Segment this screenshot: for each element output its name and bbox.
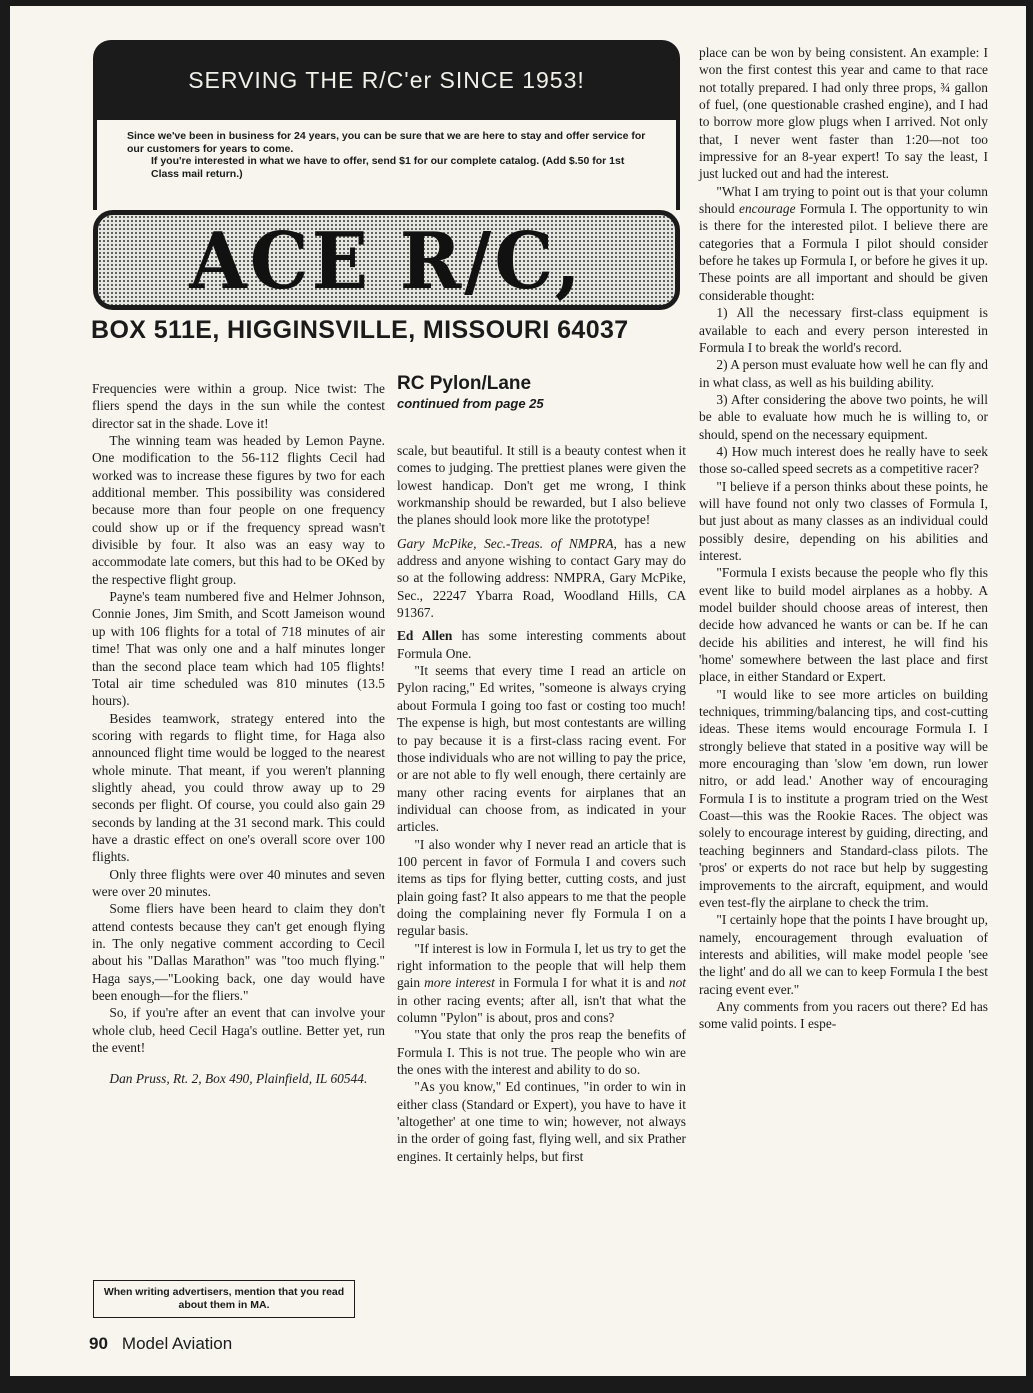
column-2 — [397, 442, 686, 1165]
list-item: 3) After considering the above two points, he will be able to evaluate how much he is willing to, or should, spend on the necessary equipment. — [699, 391, 988, 442]
ad-body-text — [93, 116, 680, 210]
text-run: "If interest is low in Formula I, let us try to get the right information to the people that will help them gain — [397, 940, 686, 991]
emphasis: more interest — [424, 975, 495, 991]
logo-text: ACE R/C, — [189, 216, 584, 307]
ad-text-line2: If you're interested in what we have to offer, send $1 for our complete catalog. (Add $.50 for 1st Class mail return.) — [151, 155, 625, 180]
paragraph: Payne's team numbered five and Helmer Johnson, Connie Jones, Jim Smith, and Scott Jameison wound up with 106 flights for a total of 718 minutes of air time! That was only one and a half minutes longer than the second place team which had 105 flights! Total air time scheduled was 810 minutes (13.5 hours). — [92, 589, 385, 709]
ace-rc-logo — [93, 210, 680, 310]
text-run: "What I am trying to point out is that your column should — [699, 183, 988, 217]
text-run: Formula I. The opportunity to win is there for the interested pilot. I believe there are categories that a Formula I pilot should consider before he takes up Formula I, or before he gives it up. These points are all important and should be given considerable thought: — [699, 201, 988, 303]
column-3 — [699, 44, 988, 1033]
paragraph: "I believe if a person thinks about these points, he will have found not only two classes of Formula I, but just about as many classes as an individual could possibly desire, depending on his abilities and interest. — [699, 478, 988, 563]
list-item: 1) All the necessary first-class equipment is available to each and every person interested in Formula I to break the world's record. — [699, 305, 988, 355]
emphasis: not — [668, 975, 687, 991]
column-1 — [92, 380, 385, 1088]
list-item: 4) How much interest does he really have to seek those so-called speed secrets as a competitive racer? — [699, 443, 988, 477]
emphasis: encourage — [739, 201, 796, 217]
ad-text-line1: Since we've been in business for 24 years, you can be sure that we are here to stay and offer service for our customers for years to come. — [127, 130, 646, 155]
article-heading: RC Pylon/Lane — [397, 373, 532, 394]
article-subheading: continued from page 25 — [397, 396, 544, 411]
paragraph: "I also wonder why I never read an article that is 100 percent in favor of Formula I and covers such items as tips for flying better, cutting costs, and just plain going fast? It also appears to me that the people doing the complaining never fly Formula I on a regular basis. — [397, 836, 686, 939]
author-signature: Dan Pruss, Rt. 2, Box 490, Plainfield, IL 60544. — [109, 1071, 368, 1087]
name-emphasis: Gary McPike, Sec.-Treas. of NMPRA, — [397, 535, 617, 551]
text-run: has some interesting comments about Formula One. — [397, 628, 686, 661]
page-footer — [89, 1334, 232, 1354]
magazine-name: Model Aviation — [121, 1334, 233, 1353]
paragraph: "I certainly hope that the points I have brought up, namely, encouragement through evaluation of interests and abilities, will make model people 'see the light' and do all we can to keep Formula I the best racing event ever." — [699, 912, 988, 997]
advertiser-note: When writing advertisers, mention that you read about them in MA. — [93, 1280, 355, 1318]
paragraph: "As you know," Ed continues, "in order to win in either class (Standard or Expert), you have to have it 'altogether' at one time to win; however, not always in the order of going fast, flying well, and six Prather engines. It certainly helps, but first — [397, 1079, 686, 1164]
paragraph: "I would like to see more articles on building techniques, trimming/balancing tips, and cost-cutting ideas. These items would encourage Formula I. I strongly believe that stated in a positive way will be more encouraging than 'slow 'em down, run lower nitro, or add lead.' Another way of encouraging Formula I is to institute a program tried on the West Coast—this was the Rookie Races. The object was solely to encourage interest by guiding, directing, and teaching beginners and Standard-class pilots. The 'pros' or experts do not race but help by suggesting improvements to the aircraft, equipment, and would even test-fly the airplane to check the trim. — [699, 686, 988, 910]
ad-banner: SERVING THE R/C'er SINCE 1953! — [93, 40, 680, 120]
page-number: 90 — [89, 1334, 108, 1353]
text-run: has a new address and anyone wishing to contact Gary may do so at the following address: NMPRA, Gary McPike, Sec., 22247 Ybarra Road, Woodland Hills, CA 91367. — [397, 535, 686, 621]
list-item: 2) A person must evaluate how well he can fly and in what class, as well as his building ability. — [699, 357, 988, 390]
paragraph: "It seems that every time I read an article on Pylon racing," Ed writes, "someone is always crying about Formula I going too fast or costing too much! The expense is high, but most contestants are willing to pay because it is a first-class racing event. For those individuals who are not willing to pay the price, or are not able to fly well enough, there certainly are many other racing events for airplanes that an individual can choose from, as indicated in your articles. — [397, 663, 686, 835]
paragraph — [397, 940, 686, 1027]
paragraph: Frequencies were within a group. Nice twist: The fliers spend the days in the sun while the contest director sat in the shade. Love it! — [92, 381, 385, 431]
paragraph: Any comments from you racers out there? Ed has some valid points. I espe- — [699, 998, 988, 1032]
paragraph: The winning team was headed by Lemon Payne. One modification to the 56-112 flights Cecil had worked was to increase these figures by two for each additional member. This possibility was considered because more than four people on one frequency could show up or if the frequency spread wasn't divisible by four. It also was an easy way to accommodate late comers, but this had to be OKed by the respective flight group. — [92, 433, 385, 587]
paragraph: place can be won by being consistent. An example: I won the first contest this year and came to that race not totally prepared. I had only three props, ¾ gallon of fuel, (one questionable crashed engine), and I had to borrow more glow plugs when I arrived. Not only that, I never went faster than 1:20—not too impressive for an 8-year expert! To say the least, I just lucked out and had the interest. — [699, 45, 988, 182]
paragraph: Only three flights were over 40 minutes and seven were over 20 minutes. — [92, 866, 385, 899]
paragraph — [699, 183, 988, 304]
ad-address: BOX 511E, HIGGINSVILLE, MISSOURI 64037 — [91, 316, 629, 344]
paragraph — [397, 627, 686, 662]
paragraph: Besides teamwork, strategy entered into the scoring with regards to flight time, for Haga also announced flight time would be logged to the nearest whole minute. That meant, if you weren't planning slightly ahead, you could throw away up to 29 seconds per flight. Of course, you could also gain 29 seconds by landing at the 31 second mark. This could have a drastic effect on one's overall score over 100 flights. — [92, 710, 385, 865]
text-run: in other racing events; after all, isn't that what the column "Pylon" is about, pros and cons? — [397, 992, 686, 1025]
name-emphasis: Ed Allen — [397, 628, 453, 644]
paragraph: "You state that only the pros reap the benefits of Formula I. This is not true. The people who win are the ones with the interest and ability to do so. — [397, 1027, 686, 1078]
paragraph: scale, but beautiful. It still is a beauty contest when it comes to judging. The prettiest planes were given the lowest handicap. Don't get me wrong, I think workmanship should be rewarded, but I also believe the planes should look more like the prototype! — [397, 443, 686, 528]
paragraph: So, if you're after an event that can involve your whole club, heed Cecil Haga's outline. Better yet, run the event! — [92, 1005, 385, 1056]
paragraph: "Formula I exists because the people who fly this event like to build model airplanes as a hobby. A model builder should choose areas of interest, then decide how advanced he wants or can be. If he can decide his abilities and interest, he will find his 'home' somewhere between the last place and first place, in either Standard or Expert. — [699, 565, 988, 685]
paragraph — [397, 535, 686, 622]
text-run: in Formula I for what it is and — [494, 975, 669, 991]
paragraph: Some fliers have been heard to claim they don't attend contests because they can't get enough flying in. The only negative comment according to Cecil about his "Dallas Marathon" was "too much flying." Haga says,—"Looking back, one day would have been enough—for the fliers." — [92, 901, 385, 1004]
